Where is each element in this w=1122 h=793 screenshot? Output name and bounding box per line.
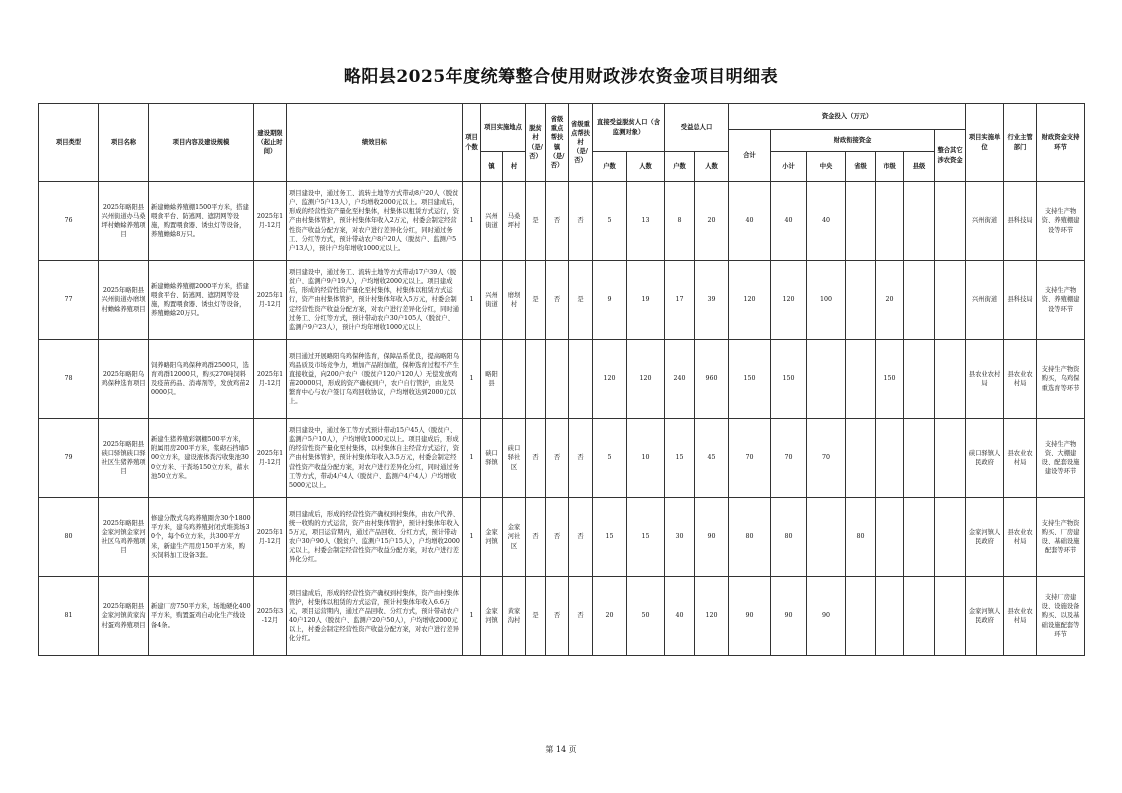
cell-stage: 支持生产物资购买，乌鸡保重选育等环节 <box>1037 340 1085 419</box>
header-period: 建设期限（起止时间） <box>254 104 287 182</box>
cell-goal: 项目建设中，通过务工、流转土地等方式带动17户39人（脱贫户、监测户9户19人），户均增收2000元以上。项目建成后，形成的经营性资产量化至村集体，村集体以租赁方式运行，资产由村集体管护，预计村集体年收入5万元，村委会制定经营性资产收益分配方案，对农户进行差异化分红，同时通过务工、分红等方式，预计带动农户30户105人（脱贫户、监测户9户23人），预计户均年增收1000元以上 <box>287 261 463 340</box>
cell-provincial <box>846 261 876 340</box>
cell-name: 2025年略阳县金家河镇黄家沟村蛋鸡养殖项目 <box>99 577 149 656</box>
cell-name: 2025年略阳县硖口驿镇硖口驿社区生猪养殖项目 <box>99 419 149 498</box>
cell-other <box>935 577 966 656</box>
cell-other <box>935 182 966 261</box>
cell-central: 90 <box>807 577 846 656</box>
cell-dept: 县农业农村局 <box>1004 340 1037 419</box>
table-row <box>39 261 1085 340</box>
cell-total-people: 45 <box>695 419 729 498</box>
cell-content: 新建厂房750平方米，场地硬化400平方米，购置蛋鸡自动化生产线设备4条。 <box>149 577 254 656</box>
cell-prov-village: 否 <box>569 577 593 656</box>
cell-total-people: 90 <box>695 498 729 577</box>
project-table <box>38 103 1085 656</box>
cell-direct-households: 120 <box>593 340 627 419</box>
cell-direct-people: 13 <box>627 182 665 261</box>
table-row <box>39 419 1085 498</box>
cell-subtotal: 40 <box>771 182 807 261</box>
cell-village: 磨坝村 <box>503 261 526 340</box>
cell-goal: 项目建成后，形成的经营性资产确权到村集体，由农户代养、统一收购的方式运营，资产由村集体管护，预计村集体年收入5万元，项目运营期内，通过产品回收、分红方式，预计带动农户30户90人（脱贫户、监测户15户15人），户均增收2000元以上，村委会制定经营性资产收益分配方案，对农户进行差异化分红。 <box>287 498 463 577</box>
header-city: 市级 <box>876 152 904 182</box>
cell-total: 40 <box>729 182 771 261</box>
cell-village: 马桑坪村 <box>503 182 526 261</box>
cell-count: 1 <box>463 182 481 261</box>
cell-total: 80 <box>729 498 771 577</box>
cell-central: 40 <box>807 182 846 261</box>
cell-goal: 项目建成后，形成的经营性资产确权到村集体，资产由村集体管护，村集体以租赁的方式运营，预计村集体年收入6.6万元，项目运营期内，通过产品回收、分红方式，预计带动农户40户120人（脱贫户、监测户20户50人），户均增收2000元以上，村委会制定经营性资产收益分配方案，对农户进行差异化分红。 <box>287 577 463 656</box>
cell-period: 2025年1月-12月 <box>254 182 287 261</box>
header-location: 项目实施地点 <box>481 104 526 152</box>
cell-unit: 县农业农村局 <box>966 340 1004 419</box>
cell-direct-households: 5 <box>593 182 627 261</box>
cell-unit: 硖口驿镇人民政府 <box>966 419 1004 498</box>
cell-count: 1 <box>463 340 481 419</box>
cell-direct-people: 19 <box>627 261 665 340</box>
header-total-households: 户数 <box>665 152 695 182</box>
cell-count: 1 <box>463 577 481 656</box>
cell-content: 饲养略阳乌鸡保种鸡群2500只，选育鸡群12000只，购买270吨饲料及疫苗药品、消毒剂等，发放鸡苗20000只。 <box>149 340 254 419</box>
cell-type: 81 <box>39 577 99 656</box>
cell-unit: 兴州街道 <box>966 182 1004 261</box>
cell-town: 金家河镇 <box>481 577 503 656</box>
cell-subtotal: 150 <box>771 340 807 419</box>
cell-count: 1 <box>463 419 481 498</box>
cell-county <box>904 419 935 498</box>
cell-prov-village: 是 <box>569 261 593 340</box>
cell-town: 略阳县 <box>481 340 503 419</box>
cell-prov-town: 否 <box>546 419 569 498</box>
cell-other <box>935 498 966 577</box>
cell-city <box>876 498 904 577</box>
header-other: 整合其它涉农资金 <box>935 130 966 182</box>
cell-total: 90 <box>729 577 771 656</box>
cell-other <box>935 340 966 419</box>
table-header <box>39 104 1085 182</box>
cell-goal: 项目通过开展略阳乌鸡保种选育，保障品系优良，提高略阳乌鸡品质及市场竞争力，增加产品附加值，保种选育过程不产生直接收益，向200户农户（脱贫户120户120人）无偿发放鸡苗20000只，形成的资产确权到户，农户自行管护，由龙昊繁育中心与农户签订乌鸡回收协议，户均增收达到2000元以上。 <box>287 340 463 419</box>
cell-prov-town: 否 <box>546 577 569 656</box>
cell-period: 2025年1月-12月 <box>254 261 287 340</box>
cell-county <box>904 182 935 261</box>
cell-total-households: 40 <box>665 577 695 656</box>
cell-village: 金家河社区 <box>503 498 526 577</box>
cell-central: 100 <box>807 261 846 340</box>
cell-total-households: 17 <box>665 261 695 340</box>
header-central: 中央 <box>807 152 846 182</box>
cell-total: 120 <box>729 261 771 340</box>
page-title: 略阳县2025年度统筹整合使用财政涉农资金项目明细表 <box>343 67 779 87</box>
cell-total: 70 <box>729 419 771 498</box>
header-dept: 行业主管部门 <box>1004 104 1037 182</box>
cell-total-households: 15 <box>665 419 695 498</box>
cell-total-people: 120 <box>695 577 729 656</box>
cell-poor-village: 是 <box>526 261 546 340</box>
cell-direct-people: 120 <box>627 340 665 419</box>
cell-prov-town: 否 <box>546 498 569 577</box>
cell-type: 80 <box>39 498 99 577</box>
cell-poor-village: 否 <box>526 419 546 498</box>
cell-county <box>904 577 935 656</box>
cell-dept: 县科技局 <box>1004 182 1037 261</box>
table-row <box>39 182 1085 261</box>
table-row <box>39 498 1085 577</box>
header-direct-households: 户数 <box>593 152 627 182</box>
cell-goal: 项目建设中，通过务工、流转土地等方式带动8户20人（脱贫户、监测户5户13人），户均增收2000元以上。项目建成后，形成的经营性资产量化至村集体，村集体以租赁方式运行，资产由村集体管护，预计村集体年收入2万元，村委会制定经营性资产收益分配方案，对农户进行差异化分红，同时通过务工、分红等方式，预计带动农户8户20人（脱贫户、监测户5户13人），预计户均年增收1000元以上。 <box>287 182 463 261</box>
cell-type: 78 <box>39 340 99 419</box>
cell-poor-village <box>526 340 546 419</box>
table-row <box>39 340 1085 419</box>
cell-stage: 支持生产物资购买、厂房建设、基础设施配套等环节 <box>1037 498 1085 577</box>
table-row <box>39 577 1085 656</box>
cell-town: 金家河镇 <box>481 498 503 577</box>
header-subtotal: 小计 <box>771 152 807 182</box>
cell-city <box>876 577 904 656</box>
cell-direct-households: 5 <box>593 419 627 498</box>
cell-city: 20 <box>876 261 904 340</box>
cell-city: 150 <box>876 340 904 419</box>
cell-total-people: 20 <box>695 182 729 261</box>
cell-name: 2025年略阳县金家河镇金家河社区乌鸡养殖项目 <box>99 498 149 577</box>
header-total-people: 人数 <box>695 152 729 182</box>
cell-town: 硖口驿镇 <box>481 419 503 498</box>
cell-stage: 支持生产物资、大棚建设、配套设施建设等环节 <box>1037 419 1085 498</box>
header-village: 村 <box>503 152 526 182</box>
cell-period: 2025年1月-12月 <box>254 419 287 498</box>
cell-prov-village: 否 <box>569 419 593 498</box>
cell-unit: 金家河镇人民政府 <box>966 577 1004 656</box>
cell-provincial <box>846 340 876 419</box>
cell-stage: 支持生产物资、养殖棚建设等环节 <box>1037 182 1085 261</box>
cell-direct-people: 50 <box>627 577 665 656</box>
header-town: 镇 <box>481 152 503 182</box>
header-count: 项目个数 <box>463 104 481 182</box>
cell-type: 79 <box>39 419 99 498</box>
cell-direct-households: 9 <box>593 261 627 340</box>
cell-total-households: 8 <box>665 182 695 261</box>
cell-direct-people: 10 <box>627 419 665 498</box>
cell-total-people: 960 <box>695 340 729 419</box>
cell-subtotal: 90 <box>771 577 807 656</box>
cell-village <box>503 340 526 419</box>
cell-stage: 支持生产物资、养殖棚建设等环节 <box>1037 261 1085 340</box>
cell-period: 2025年3-12月 <box>254 577 287 656</box>
cell-provincial: 80 <box>846 498 876 577</box>
header-type: 项目类型 <box>39 104 99 182</box>
cell-town: 兴州街道 <box>481 261 503 340</box>
cell-total-households: 240 <box>665 340 695 419</box>
cell-subtotal: 120 <box>771 261 807 340</box>
cell-other <box>935 419 966 498</box>
cell-village: 黄家沟村 <box>503 577 526 656</box>
cell-county <box>904 261 935 340</box>
page-number: 第 14 页 <box>545 745 577 754</box>
cell-poor-village: 否 <box>526 498 546 577</box>
cell-prov-town <box>546 340 569 419</box>
header-county: 县级 <box>904 152 935 182</box>
cell-content: 修建分散式乌鸡养殖圈舍30个1800平方米，建乌鸡养殖封闭式堆粪场30个，每个6立方米，共300平方米，新建生产用房150平方米，购买饲料加工设备3套。 <box>149 498 254 577</box>
cell-name: 2025年略阳县兴州街道办磨坝村蟾蜍养殖项目 <box>99 261 149 340</box>
cell-name: 2025年略阳乌鸡保种选育项目 <box>99 340 149 419</box>
cell-goal: 项目建设中，通过务工等方式预计带动15户45人（脱贫户、监测户5户10人），户均增收1000元以上。项目建成后，形成的经营性资产量化至村集体，以村集体自主经营方式运行，资产由村集体管护，预计村集体年收入3.5万元，村委会制定经营性资产收益分配方案，对农户进行差异化分红，同时通过务工等方式，带动4户4人（脱贫户、监测户4户4人）户均增收5000元以上。 <box>287 419 463 498</box>
header-fiscal: 财政衔接资金 <box>771 130 935 152</box>
header-name: 项目名称 <box>99 104 149 182</box>
cell-provincial <box>846 182 876 261</box>
cell-dept: 县农业农村局 <box>1004 577 1037 656</box>
cell-other <box>935 261 966 340</box>
cell-period: 2025年1月-12月 <box>254 340 287 419</box>
cell-central <box>807 340 846 419</box>
cell-dept: 县农业农村局 <box>1004 419 1037 498</box>
cell-county <box>904 498 935 577</box>
header-unit: 项目实施单位 <box>966 104 1004 182</box>
cell-provincial <box>846 419 876 498</box>
header-content: 项目内容及建设规模 <box>149 104 254 182</box>
cell-unit: 金家河镇人民政府 <box>966 498 1004 577</box>
cell-total-households: 30 <box>665 498 695 577</box>
cell-type: 77 <box>39 261 99 340</box>
cell-prov-village: 否 <box>569 182 593 261</box>
cell-direct-households: 20 <box>593 577 627 656</box>
cell-prov-town: 否 <box>546 182 569 261</box>
cell-total-people: 39 <box>695 261 729 340</box>
header-direct-pop: 直接受益脱贫人口（含监测对象） <box>593 104 665 152</box>
header-poor-village: 脱贫村（是/否） <box>526 104 546 182</box>
cell-subtotal: 70 <box>771 419 807 498</box>
cell-count: 1 <box>463 498 481 577</box>
cell-total: 150 <box>729 340 771 419</box>
cell-direct-people: 15 <box>627 498 665 577</box>
cell-period: 2025年1月-12月 <box>254 498 287 577</box>
cell-village: 硖口驿社区 <box>503 419 526 498</box>
cell-town: 兴州街道 <box>481 182 503 261</box>
header-provincial: 省级 <box>846 152 876 182</box>
cell-direct-households: 15 <box>593 498 627 577</box>
cell-unit: 兴州街道 <box>966 261 1004 340</box>
cell-content: 新建蟾蜍养殖棚1500平方米，搭建喂食平台、防逃网、遮阴网等设施，购置喂食器、诱虫灯等设备，养殖蟾蜍8万只。 <box>149 182 254 261</box>
cell-name: 2025年略阳县兴州街道办马桑坪村蟾蜍养殖项目 <box>99 182 149 261</box>
header-prov-village: 省级重点帮扶村（是/否） <box>569 104 593 182</box>
cell-type: 76 <box>39 182 99 261</box>
cell-poor-village: 是 <box>526 182 546 261</box>
cell-city <box>876 182 904 261</box>
cell-prov-village <box>569 340 593 419</box>
cell-central <box>807 498 846 577</box>
cell-county <box>904 340 935 419</box>
cell-content: 新建生猪养殖彩钢棚500平方米，附属用房200平方米，浆砌石挡墙500立方米，建设液体粪污收集池300立方米、干粪场150立方米，蓄水池50立方米。 <box>149 419 254 498</box>
header-total: 合计 <box>729 130 771 182</box>
cell-dept: 县科技局 <box>1004 261 1037 340</box>
cell-stage: 支持厂房建设、设施设备购买、以及基础设施配套等环节 <box>1037 577 1085 656</box>
header-funds: 资金投入（万元） <box>729 104 966 130</box>
header-direct-people: 人数 <box>627 152 665 182</box>
cell-central: 70 <box>807 419 846 498</box>
header-goal: 绩效目标 <box>287 104 463 182</box>
cell-city <box>876 419 904 498</box>
cell-prov-town: 否 <box>546 261 569 340</box>
cell-content: 新建蟾蜍养殖棚2000平方米，搭建喂食平台、防逃网、遮阴网等设施，购置喂食器、诱虫灯等设备，养殖蟾蜍20万只。 <box>149 261 254 340</box>
header-prov-town: 省级重点帮扶镇（是/否） <box>546 104 569 182</box>
cell-subtotal: 80 <box>771 498 807 577</box>
cell-provincial <box>846 577 876 656</box>
table-body <box>39 182 1085 656</box>
cell-prov-village: 否 <box>569 498 593 577</box>
cell-count: 1 <box>463 261 481 340</box>
cell-poor-village: 是 <box>526 577 546 656</box>
cell-dept: 县农业农村局 <box>1004 498 1037 577</box>
header-stage: 财政资金支持环节 <box>1037 104 1085 182</box>
header-total-pop: 受益总人口 <box>665 104 729 152</box>
